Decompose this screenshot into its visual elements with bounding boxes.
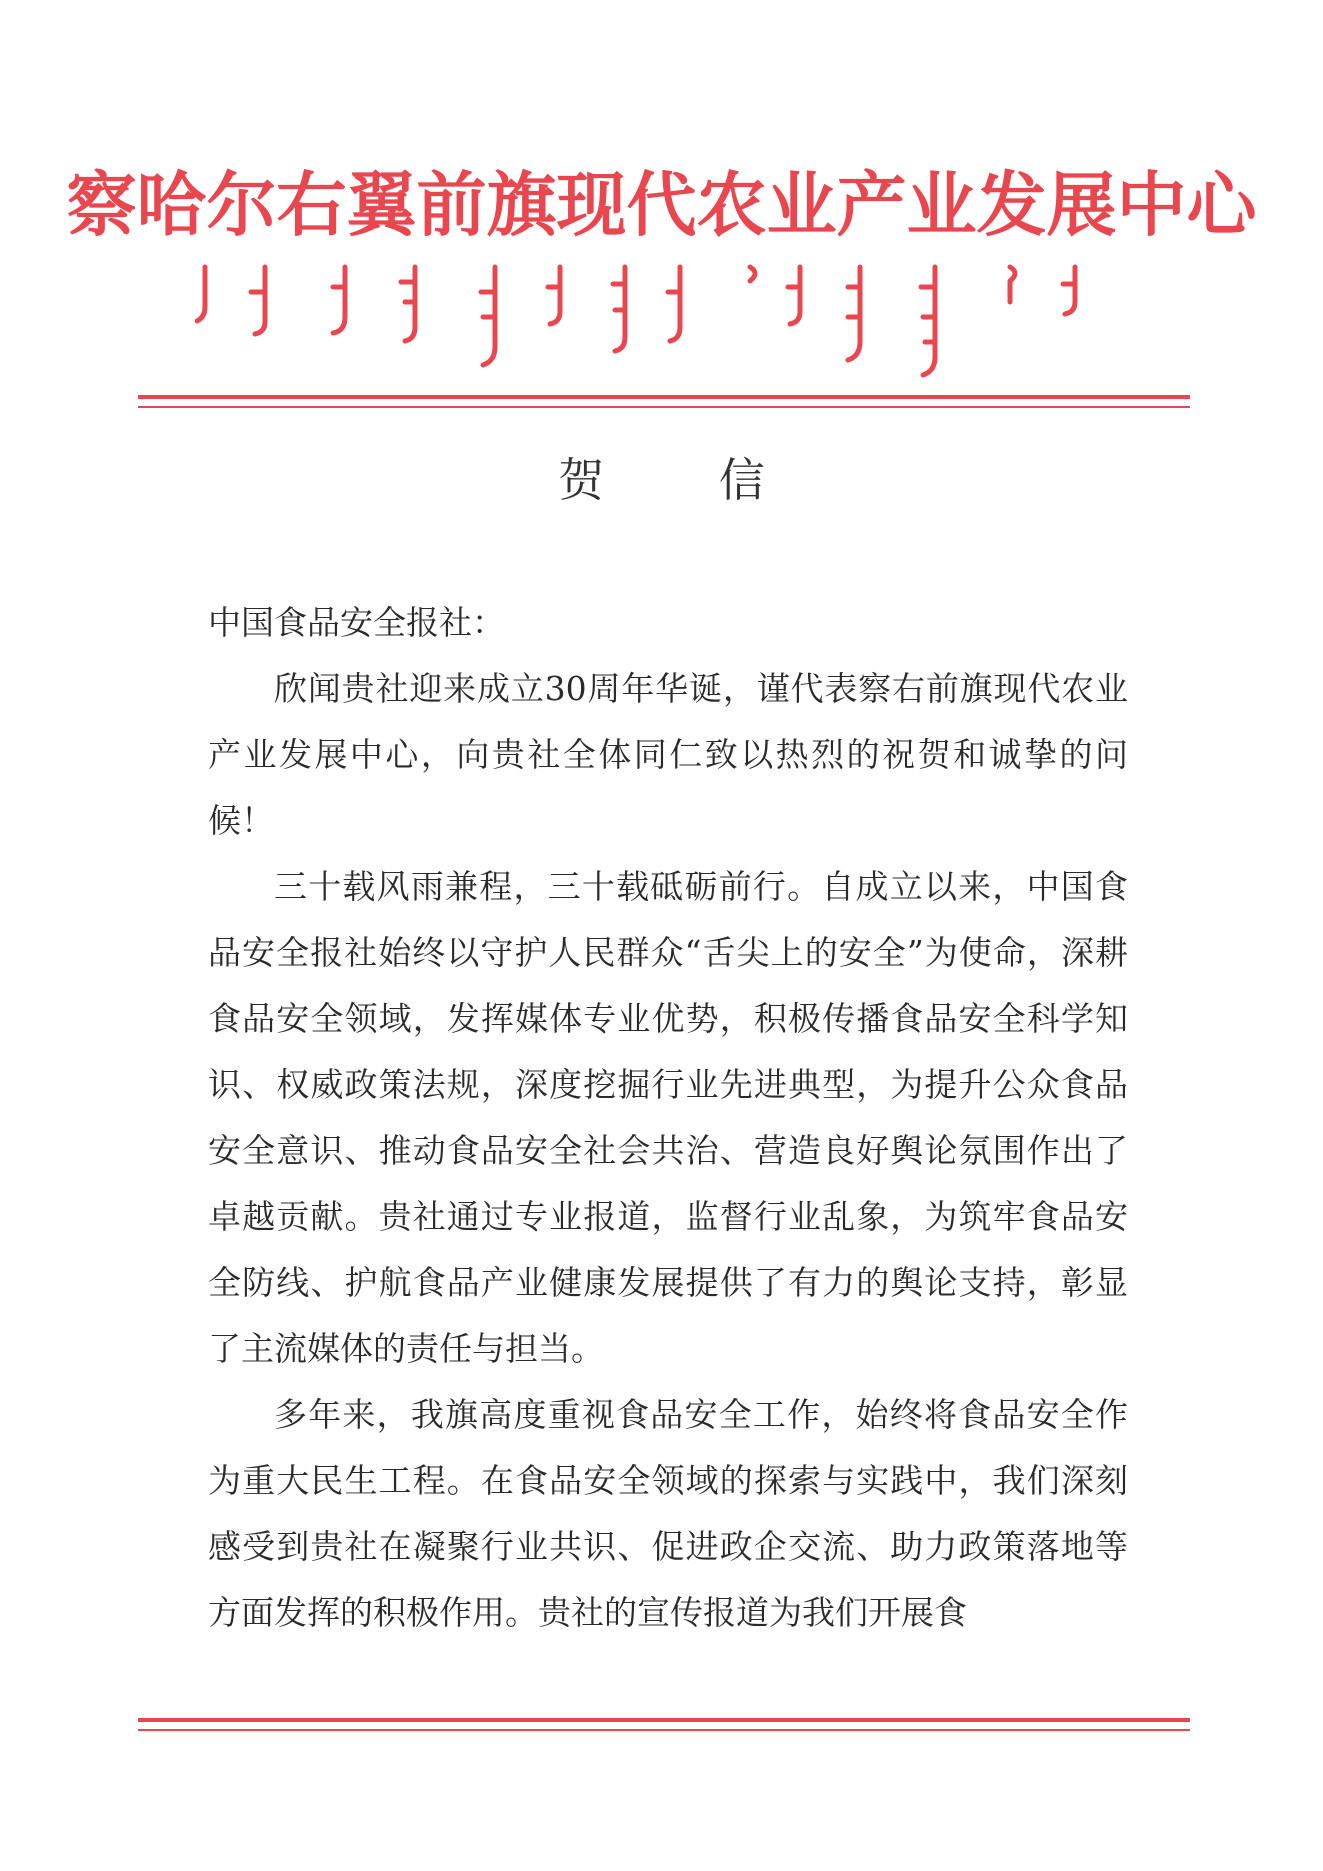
footer-divider-thin [138, 1729, 1190, 1731]
footer-divider-thick [138, 1718, 1190, 1722]
letterhead-divider-thick [138, 395, 1190, 399]
letterhead-org-name: 察哈尔右翼前旗现代农业产业发展中心 [66, 163, 1257, 246]
paragraph-2: 三十载风雨兼程，三十载砥砺前行。自成立以来，中国食品安全报社始终以守护人民群众“舌尖上的安全”为使命，深耕食品安全领域，发挥媒体专业优势，积极传播食品安全科学知识、权威政策法规，深度挖掘行业先进典型，为提升公众食品安全意识、推动食品安全社会共治、营造良好舆论氛围作出了卓越贡献。贵社通过专业报道，监督行业乱象，为筑牢食品安全防线、护航食品产业健康发展提供了有力的舆论支持，彰显了主流媒体的责任与担当。 [208, 867, 1128, 1368]
letterhead-divider-thin [138, 406, 1190, 408]
paragraph-1: 欣闻贵社迎来成立30周年华诞，谨代表察右前旗现代农业产业发展中心，向贵社全体同仁致以热烈的祝贺和诚挚的问候！ [208, 669, 1128, 840]
paragraph-3: 多年来，我旗高度重视食品安全工作，始终将食品安全作为重大民生工程。在食品安全领域的探索与实践中，我们深刻感受到贵社在凝聚行业共识、促进政企交流、助力政策落地等方面发挥的积极作用。贵社的宣传报道为我们开展食 [208, 1395, 1128, 1632]
letter-body [208, 590, 1128, 1646]
mongolian-script-org-name-logo [195, 262, 1135, 382]
salutation: 中国食品安全报社： [208, 603, 505, 642]
document-title: 贺 信 [558, 453, 815, 507]
